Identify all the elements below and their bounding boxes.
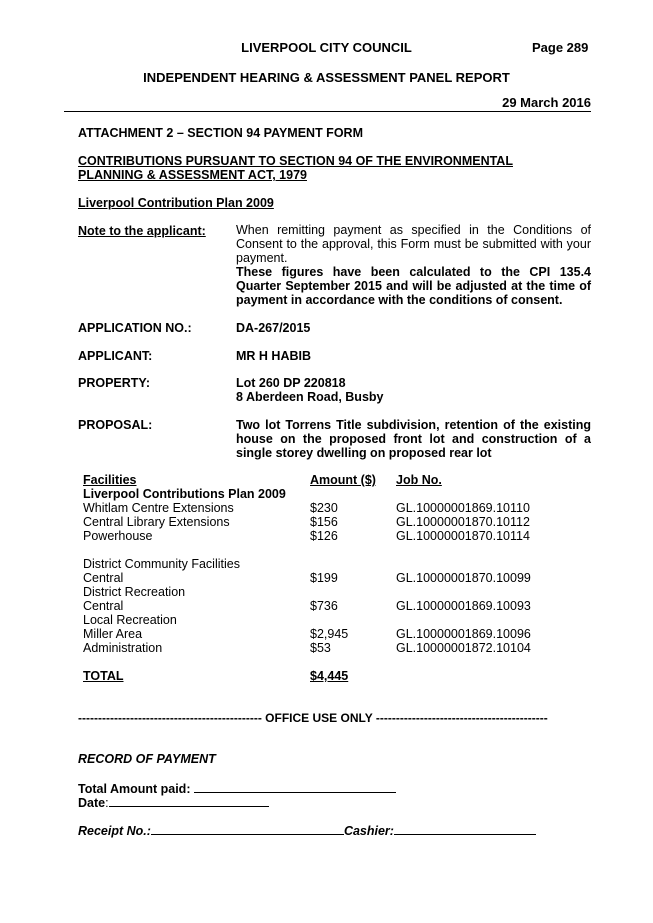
council-name: LIVERPOOL CITY COUNCIL (241, 40, 412, 55)
divider-dashes-left: ---------------------------------------------- (78, 711, 262, 725)
facility-cell: Central (83, 599, 124, 613)
amount-cell (310, 585, 396, 599)
facility-cell: Local Recreation (83, 613, 177, 627)
table-row (83, 585, 553, 599)
receipt-line[interactable] (151, 823, 344, 835)
note-paragraph-2: These figures have been calculated to the CPI 135.4 Quarter September 2015 and will be adjusted at the time of payment in accordance with the conditions of consent. (236, 265, 591, 308)
facility-cell: Central (83, 571, 124, 585)
total-value: $4,445 (310, 669, 349, 683)
table-row (83, 501, 553, 515)
job-number-cell (396, 557, 553, 571)
total-row (83, 669, 553, 683)
office-use-label: OFFICE USE ONLY (265, 711, 373, 725)
header-rule (64, 111, 591, 112)
office-use-divider (78, 711, 578, 725)
facility-cell: District Community Facilities (83, 557, 240, 571)
job-header: Job No. (396, 473, 442, 487)
report-title: INDEPENDENT HEARING & ASSESSMENT PANEL REPORT (143, 70, 510, 85)
proposal-label: PROPOSAL: (78, 418, 153, 432)
table-row (83, 515, 553, 529)
cashier-line[interactable] (394, 823, 536, 835)
job-number-cell: GL.10000001872.10104 (396, 641, 531, 655)
job-number-cell (396, 543, 553, 557)
record-of-payment-title: RECORD OF PAYMENT (78, 752, 216, 766)
spacer (83, 655, 553, 669)
amount-cell: $126 (310, 529, 338, 543)
amount-cell: $230 (310, 501, 338, 515)
plan-name: Liverpool Contributions Plan 2009 (83, 487, 286, 501)
facility-cell: Administration (83, 641, 163, 655)
table-body (83, 501, 553, 655)
date-field: Date: (78, 795, 269, 810)
table-row (83, 543, 553, 557)
amount-cell: $53 (310, 641, 331, 655)
facility-cell: Miller Area (83, 627, 143, 641)
table-row (83, 571, 553, 585)
total-label: TOTAL (83, 669, 124, 683)
date-label: Date (78, 796, 106, 810)
table-row (83, 599, 553, 613)
amount-header: Amount ($) (310, 473, 376, 487)
facilities-header: Facilities (83, 473, 137, 487)
divider-dashes-right: ------------------------------------------- (375, 711, 548, 725)
facilities-table (83, 473, 553, 683)
property-line-2: 8 Aberdeen Road, Busby (236, 390, 384, 405)
contributions-heading-line1: CONTRIBUTIONS PURSUANT TO SECTION 94 OF THE ENVIRONMENTAL (78, 154, 513, 168)
amount-cell: $2,945 (310, 627, 349, 641)
amount-cell: $199 (310, 571, 338, 585)
job-number-cell: GL.10000001869.10093 (396, 599, 531, 613)
total-paid-field (78, 781, 396, 796)
page-number: Page 289 (532, 40, 589, 55)
table-row (83, 529, 553, 543)
date-line[interactable] (109, 795, 269, 807)
table-row (83, 627, 553, 641)
facility-cell: Powerhouse (83, 529, 153, 543)
job-number-cell: GL.10000001870.10099 (396, 571, 531, 585)
plan-name-row (83, 487, 553, 501)
property-line-1: Lot 260 DP 220818 (236, 376, 346, 390)
plan-heading: Liverpool Contribution Plan 2009 (78, 196, 274, 210)
property-label: PROPERTY: (78, 376, 150, 390)
job-number-cell: GL.10000001869.10096 (396, 627, 531, 641)
applicant-value: MR H HABIB (236, 349, 311, 363)
job-number-cell: GL.10000001870.10112 (396, 515, 530, 529)
attachment-title: ATTACHMENT 2 – SECTION 94 PAYMENT FORM (78, 126, 363, 140)
amount-cell: $736 (310, 599, 338, 613)
applicant-label: APPLICANT: (78, 349, 153, 363)
amount-cell: $156 (310, 515, 338, 529)
receipt-label: Receipt No.: (78, 824, 151, 838)
amount-cell (310, 613, 396, 627)
receipt-cashier-field (78, 823, 536, 838)
cashier-label: Cashier: (343, 824, 394, 838)
job-number-cell: GL.10000001870.10114 (396, 529, 530, 543)
report-date: 29 March 2016 (502, 95, 591, 110)
contributions-heading (78, 154, 513, 182)
note-paragraph-1: When remitting payment as specified in the Conditions of Consent to the approval, this Form must be submitted with your payment. (236, 223, 591, 266)
application-label: APPLICATION NO.: (78, 321, 192, 335)
facility-cell: Central Library Extensions (83, 515, 230, 529)
table-row (83, 557, 553, 571)
proposal-value: Two lot Torrens Title subdivision, retention of the existing house on the proposed front lot and construction of a single storey dwelling on proposed rear lot (236, 418, 591, 461)
contributions-heading-line2: PLANNING & ASSESSMENT ACT, 1979 (78, 168, 307, 182)
facility-cell: Whitlam Centre Extensions (83, 501, 234, 515)
note-label: Note to the applicant: (78, 224, 206, 238)
table-row (83, 613, 553, 627)
table-row (83, 641, 553, 655)
facility-cell (83, 543, 310, 557)
facility-cell: District Recreation (83, 585, 186, 599)
total-paid-line[interactable] (194, 781, 396, 793)
job-number-cell: GL.10000001869.10110 (396, 501, 530, 515)
amount-cell (310, 543, 396, 557)
job-number-cell (396, 613, 553, 627)
total-paid-label: Total Amount paid: (78, 782, 191, 796)
table-header-row (83, 473, 553, 487)
job-number-cell (396, 585, 553, 599)
application-value: DA-267/2015 (236, 321, 311, 335)
property-value (236, 376, 384, 404)
amount-cell (310, 557, 396, 571)
